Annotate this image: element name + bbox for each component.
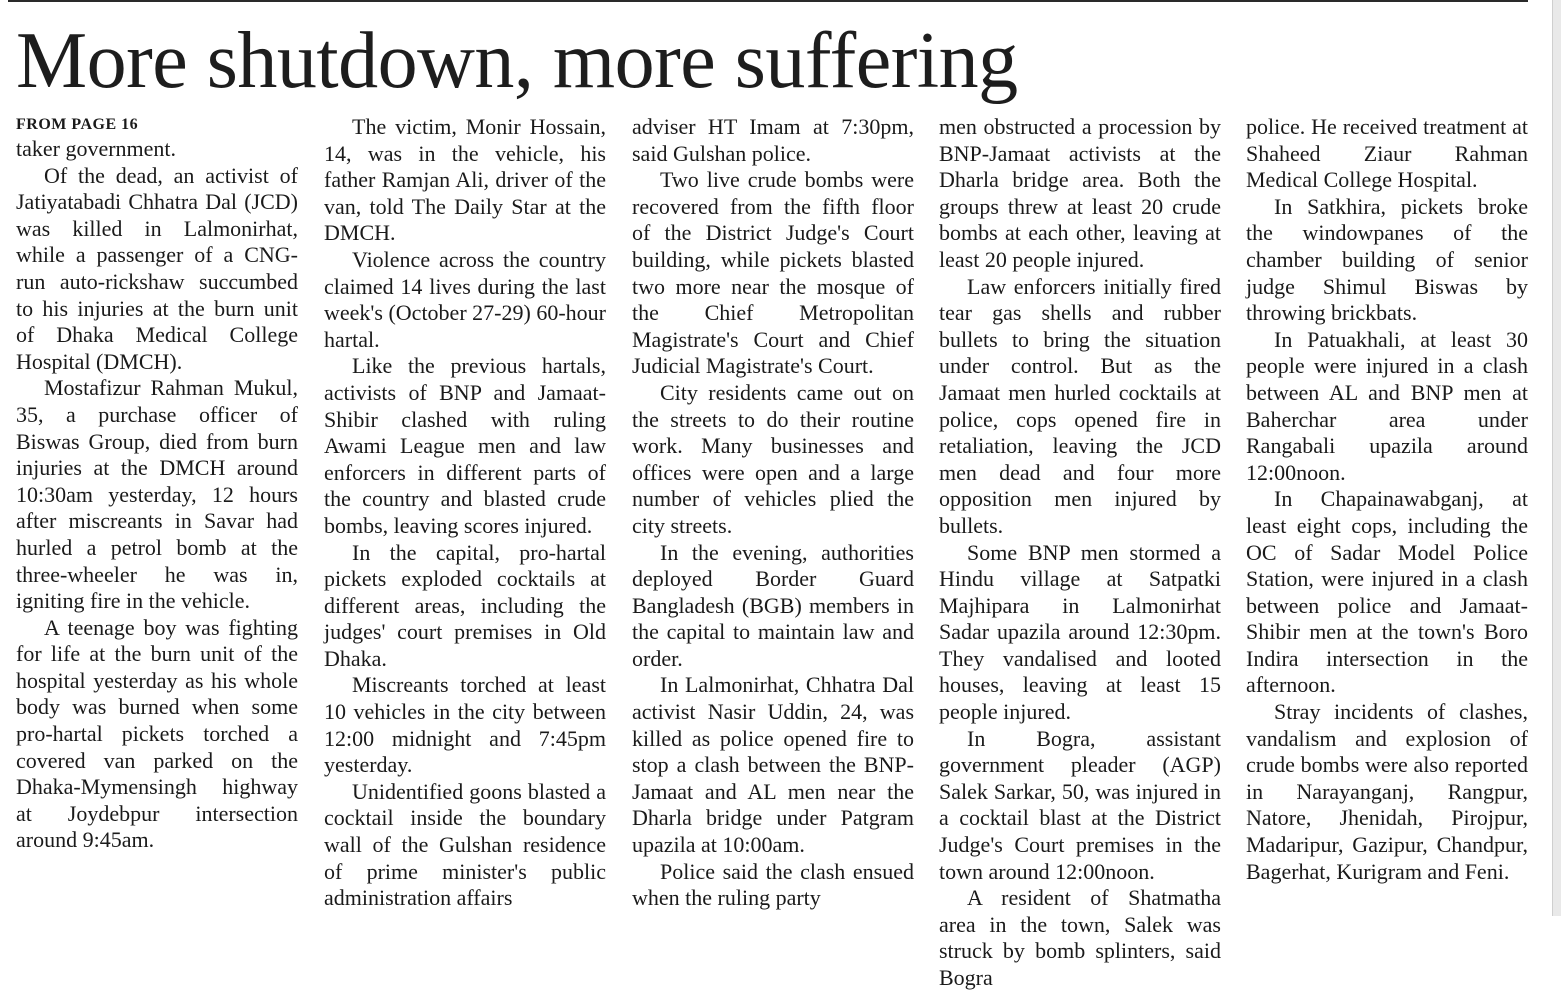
paragraph: A resident of Shatmatha area in the town, Salek was struck by bomb splinters, said Bogra [939,885,1221,990]
paragraph: police. He received treatment at Shaheed Ziaur Rahman Medical College Hospital. [1246,114,1528,193]
article-column-4 [939,114,1221,990]
paragraph: Violence across the country claimed 14 lives during the last week's (October 27-29) 60-hour hartal. [324,246,606,352]
article-column-5 [1246,114,1528,916]
paragraph: The victim, Monir Hossain, 14, was in the vehicle, his father Ramjan Ali, driver of the van, told The Daily Star at the DMCH. [324,114,606,246]
paragraph: Two live crude bombs were recovered from the fifth floor of the District Judge's Court building, while pickets blasted two more near the mosque of the Chief Metropolitan Magistrate's Court and Chief Judicial Magistrate's Court. [632,167,914,379]
article-column-2 [324,114,606,916]
paragraph: Mostafizur Rahman Mukul, 35, a purchase officer of Biswas Group, died from burn injuries at the DMCH around 10:30am yesterday, 12 hours after miscreants in Savar had hurled a petrol bomb at the three-wheeler he was in, igniting fire in the vehicle. [16,375,298,614]
page-edge-shadow [1552,0,1561,916]
paragraph: Of the dead, an activist of Jatiyatabadi Chhatra Dal (JCD) was killed in Lalmonirhat, while a passenger of a CNG-run auto-rickshaw succumbed to his injuries at the burn unit of Dhaka Medical College Hospital (DMCH). [16,162,298,374]
paragraph: Police said the clash ensued when the ruling party [632,858,914,911]
headline: More shutdown, more suffering [16,17,1018,105]
paragraph: men obstructed a procession by BNP-Jamaat activists at the Dharla bridge area. Both the groups threw at least 20 crude bombs at each other, leaving at least 20 people injured. [939,114,1221,272]
paragraph: In Satkhira, pickets broke the windowpanes of the chamber building of senior judge Shimul Biswas by throwing brickbats. [1246,193,1528,326]
paragraph: Some BNP men stormed a Hindu village at Satpatki Majhipara in Lalmonirhat Sadar upazila around 12:30pm. They vandalised and looted houses, leaving at least 15 people injured. [939,539,1221,725]
paragraph: In Bogra, assistant government pleader (AGP) Salek Sarkar, 50, was injured in a cocktail blast at the District Judge's Court premises in the town around 12:00noon. [939,725,1221,884]
top-rule [8,0,1528,2]
paragraph: In Chapainawabganj, at least eight cops, including the OC of Sadar Model Police Station, were injured in a clash between police and Jamaat-Shibir men at the town's Boro Indira intersection in the afternoon. [1246,486,1528,698]
paragraph: Unidentified goons blasted a cocktail inside the boundary wall of the Gulshan residence of prime minister's public administration affairs [324,778,606,911]
paragraph: Like the previous hartals, activists of BNP and Jamaat-Shibir clashed with ruling Awami League men and law enforcers in different parts of the country and blasted crude bombs, leaving scores injured. [324,353,606,538]
paragraph: Miscreants torched at least 10 vehicles in the city between 12:00 midnight and 7:45pm yesterday. [324,672,606,778]
article-column-1 [16,114,298,916]
article-column-3 [632,114,914,916]
paragraph: In Patuakhali, at least 30 people were injured in a clash between AL and BNP men at Baherchar area under Rangabali upazila around 12:00noon. [1246,326,1528,485]
paragraph: In Lalmonirhat, Chhatra Dal activist Nasir Uddin, 24, was killed as police opened fire to stop a clash between the BNP-Jamaat and AL men near the Dharla bridge under Patgram upazila at 10:00am. [632,672,914,858]
paragraph: adviser HT Imam at 7:30pm, said Gulshan police. [632,114,914,166]
paragraph: In the evening, authorities deployed Border Guard Bangladesh (BGB) members in the capital to maintain law and order. [632,539,914,671]
jump-line: FROM PAGE 16 [16,116,139,133]
paragraph: Law enforcers initially fired tear gas shells and rubber bullets to bring the situation under control. But as the Jamaat men hurled cocktails at police, cops opened fire in retaliation, leaving the JCD men dead and four more opposition men injured by bullets. [939,273,1221,538]
paragraph: A teenage boy was fighting for life at the burn unit of the hospital yesterday as his whole body was burned when some pro-hartal pickets torched a covered van parked on the Dhaka-Mymensingh highway at Joydebpur intersection around 9:45am. [16,614,298,853]
paragraph: Stray incidents of clashes, vandalism and explosion of crude bombs were also reported in Narayanganj, Rangpur, Natore, Jhenidah, Pirojpur, Madaripur, Gazipur, Chandpur, Bagerhat, Kurigram and Feni. [1246,699,1528,884]
paragraph: taker government. [16,136,177,161]
paragraph: City residents came out on the streets to do their routine work. Many businesses and offices were open and a large number of vehicles plied the city streets. [632,379,914,538]
paragraph: In the capital, pro-hartal pickets exploded cocktails at different areas, including the judges' court premises in Old Dhaka. [324,539,606,671]
